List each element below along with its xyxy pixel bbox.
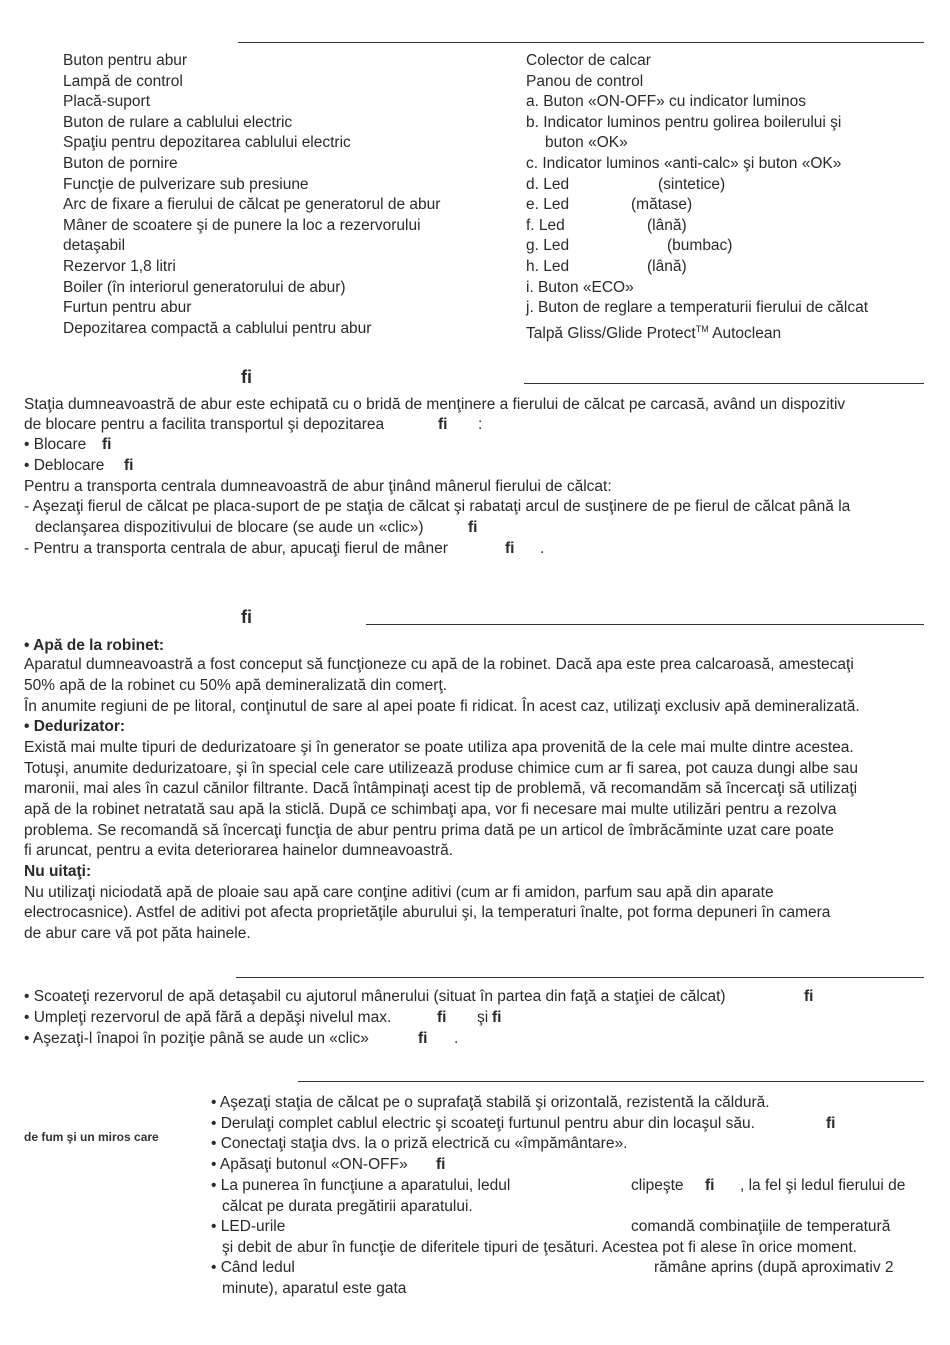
fill-step: • Umpleţi rezervorul de apă fără a depăşi nivelul max. xyxy=(24,1009,392,1026)
list-item: Placă-suport xyxy=(63,93,151,111)
list-item: Furtun pentru abur xyxy=(63,299,192,317)
transport-step-2: - Pentru a transporta centrala de abur, apucaţi fierul de mâner xyxy=(24,540,448,557)
list-item: Arc de fixare a fierului de călcat pe generatorul de abur xyxy=(63,196,441,214)
list-item: Buton pentru abur xyxy=(63,52,188,69)
led-g-label: g. Led xyxy=(526,237,570,255)
tap-water-heading: • Apă de la robinet: xyxy=(24,637,165,654)
list-item: buton «OK» xyxy=(545,134,628,152)
list-item: Panou de control xyxy=(526,72,644,90)
period: . xyxy=(454,1030,459,1047)
led-e-label: e. Led xyxy=(526,196,570,214)
reminder-line: de abur care vă pot păta hainele. xyxy=(24,925,251,942)
softener-line: problema. Se recomandă să încercaţi funcţia de abur pentru prima dată pe un articol de îmbrăcăminte uzat care poate xyxy=(24,822,834,839)
fill-step: • Aşezaţi-l înapoi în poziţie până se aude un «clic» xyxy=(24,1030,369,1047)
startup-step: • Apăsaţi butonul «ON-OFF» xyxy=(211,1156,408,1173)
startup-step: • Aşezaţi staţia de călcat pe o suprafaţă stabilă şi orizontală, rezistentă la căldură. xyxy=(211,1094,770,1111)
colon: : xyxy=(478,416,483,433)
led-e-fabric: (mătase) xyxy=(631,196,693,214)
list-item: Boiler (în interiorul generatorului de abur) xyxy=(63,278,346,296)
components-list-left xyxy=(63,51,440,339)
figure-ref: fi xyxy=(418,1030,428,1047)
top-rule xyxy=(238,42,924,43)
softener-line: maronii, mai ales în cazul cănilor filtrante. Dacă întâmpinaţi acest tip de problemă, vă recomandăm să încercaţi să utilizaţi xyxy=(24,780,858,797)
led-d-fabric: (sintetice) xyxy=(658,175,726,193)
list-item: Mâner de scoatere şi de punere la loc a rezervorului xyxy=(63,216,421,234)
startup-step-fragment: comandă combinaţiile de temperatură xyxy=(631,1218,891,1235)
transport-step-1-cont: declanşarea dispozitivului de blocare (se aude un «clic») xyxy=(35,519,424,536)
startup-step: • Când ledul xyxy=(211,1259,295,1276)
startup-step: • LED-urile xyxy=(211,1218,286,1235)
section-rule xyxy=(366,624,924,625)
softener-line: Totuşi, anumite dedurizatoare, şi în special cele care utilizează produse chimice cum ar fi sarea, pot cauza dungi albe sau xyxy=(24,760,859,777)
list-item: b. Indicator luminos pentru golirea boilerului şi xyxy=(526,113,842,131)
figure-ref: fi xyxy=(437,1009,447,1026)
led-g-fabric: (bumbac) xyxy=(667,237,733,255)
list-item: c. Indicator luminos «anti-calc» şi buton «OK» xyxy=(526,154,842,172)
figure-ref: fi xyxy=(492,1009,502,1026)
list-item: Rezervor 1,8 litri xyxy=(63,257,176,275)
figure-ref: fi xyxy=(826,1115,836,1132)
list-item xyxy=(526,216,868,237)
led-h-label: h. Led xyxy=(526,257,570,275)
startup-step-fragment: , la fel şi ledul fierului de xyxy=(740,1177,906,1194)
list-item xyxy=(526,319,868,345)
figure-ref: fi xyxy=(804,988,814,1005)
led-f-label: f. Led xyxy=(526,216,565,234)
startup-step: • Derulaţi complet cablul electric şi scoateţi furtunul pentru abur din locaşul său. xyxy=(211,1115,755,1132)
list-item: detaşabil xyxy=(63,237,126,255)
figure-ref: fi xyxy=(124,457,134,474)
list-item: i. Buton «ECO» xyxy=(526,278,634,296)
list-item: Spaţiu pentru depozitarea cablului electric xyxy=(63,134,351,152)
list-item: Depozitarea compactă a cablului pentru abur xyxy=(63,319,372,337)
reminder-line: electrocasnice). Astfel de aditivi pot afecta proprietăţile aburului şi, la temperaturi înalte, pot forma depuneri în camera xyxy=(24,904,831,921)
startup-step-fragment: rămâne aprins (după aproximativ 2 xyxy=(654,1259,894,1276)
figure-ref: fi xyxy=(102,436,112,453)
conjunction: şi xyxy=(477,1009,489,1026)
components-list-right xyxy=(526,51,868,344)
soleplate-suffix: Autoclean xyxy=(712,324,782,342)
list-item: Funcţie de pulverizare sub presiune xyxy=(63,175,309,193)
transport-step-1: - Aşezaţi fierul de călcat pe placa-suport de pe staţia de călcat şi rabataţi arcul de susţinere de pe fierul de călcat până la xyxy=(24,498,851,515)
list-item: Colector de calcar xyxy=(526,52,651,69)
section-rule xyxy=(524,383,924,384)
figure-ref: fi xyxy=(505,540,515,557)
list-item: j. Buton de reglare a temperaturii fierului de călcat xyxy=(526,299,869,317)
tap-water-line: 50% apă de la robinet cu 50% apă demineralizată din comerţ. xyxy=(24,677,448,694)
led-h-fabric: (lână) xyxy=(647,257,687,275)
list-item: a. Buton «ON-OFF» cu indicator luminos xyxy=(526,93,806,111)
section-rule xyxy=(298,1081,924,1082)
list-item xyxy=(526,236,868,257)
startup-step: • La punerea în funcţiune a aparatului, ledul xyxy=(211,1177,511,1194)
list-item: Lampă de control xyxy=(63,72,183,90)
list-item xyxy=(526,257,868,278)
led-d-label: d. Led xyxy=(526,175,570,193)
startup-step-cont: călcat pe durata pregătirii aparatului. xyxy=(222,1198,473,1215)
softener-line: Există mai multe tipuri de dedurizatoare şi în generator se poate utiliza apa provenită de la cele mai multe dintre acestea. xyxy=(24,739,854,756)
softener-line: apă de la robinet netratată sau apă la sticlă. După ce schimbaţi apa, vor fi necesare mai multe utilizări pentru a rezolva xyxy=(24,801,837,818)
figure-ref: fi xyxy=(468,519,478,536)
startup-step: • Conectaţi staţia dvs. la o priză electrică cu «împământare». xyxy=(211,1135,628,1152)
figure-ref: fi xyxy=(436,1156,446,1173)
section-heading-fragment: fi xyxy=(241,607,252,627)
tap-water-line: În anumite regiuni de pe litoral, conţinutul de sare al apei poate fi ridicat. În acest caz, utilizaţi exclusiv apă demineralizată. xyxy=(24,698,860,715)
startup-step-fragment: clipeşte xyxy=(631,1177,684,1194)
list-item xyxy=(526,195,868,216)
led-f-fabric: (lână) xyxy=(647,216,687,234)
list-item: Buton de pornire xyxy=(63,154,178,172)
softener-line: fi aruncat, pentru a evita deteriorarea hainelor dumneavoastră. xyxy=(24,842,454,859)
reminder-line: Nu utilizaţi niciodată apă de ploaie sau apă care conţine aditivi (cum ar fi amidon, parfum sau apă din aparate xyxy=(24,884,774,901)
reminder-heading: Nu uitaţi: xyxy=(24,863,92,880)
lock-intro-line-1: Staţia dumneavoastră de abur este echipată cu o bridă de menţinere a fierului de călcat pe carcasă, având un dispozitiv xyxy=(24,396,846,413)
fill-step: • Scoateţi rezervorul de apă detaşabil cu ajutorul mânerului (situat în partea din faţă a staţiei de călcat) xyxy=(24,988,726,1005)
soleplate-label: Talpă Gliss/Glide Protect xyxy=(526,324,696,342)
tap-water-line: Aparatul dumneavoastră a fost conceput să funcţioneze cu apă de la robinet. Dacă apa este prea calcaroasă, amestecaţi xyxy=(24,656,854,673)
section-rule xyxy=(236,977,924,978)
startup-step-cont: minute), aparatul este gata xyxy=(222,1280,407,1297)
trademark-mark: TM xyxy=(695,323,709,334)
lock-intro-line-2: de blocare pentru a facilita transportul şi depozitarea xyxy=(24,416,385,433)
unlock-item: • Deblocare xyxy=(24,457,105,474)
startup-step-cont: şi debit de abur în funcţie de diferitele tipuri de ţesături. Acestea pot fi alese în orice moment. xyxy=(222,1239,857,1256)
list-item: Buton de rulare a cablului electric xyxy=(63,113,293,131)
lock-item: • Blocare xyxy=(24,436,87,453)
softener-heading: • Dedurizator: xyxy=(24,718,126,735)
figure-ref: fi xyxy=(705,1177,715,1194)
figure-ref: fi xyxy=(438,416,448,433)
transport-intro: Pentru a transporta centrala dumneavoastră de abur ţinând mânerul fierului de călcat: xyxy=(24,478,612,495)
section-heading-fragment: fi xyxy=(241,367,252,387)
list-item xyxy=(526,175,868,196)
side-note: de fum şi un miros care xyxy=(24,1130,159,1144)
period: . xyxy=(540,540,545,557)
